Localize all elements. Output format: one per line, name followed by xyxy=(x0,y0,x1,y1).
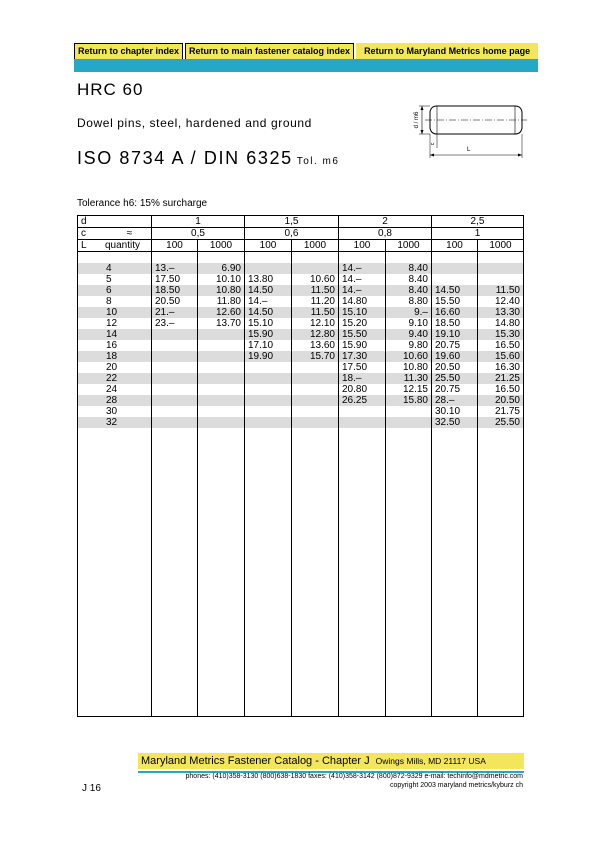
footer-copyright: copyright 2003 maryland metrics/kyburz ch xyxy=(389,782,523,789)
return-chapter-index-link[interactable]: Return to chapter index xyxy=(74,43,183,60)
filler-cell xyxy=(386,428,432,717)
price-cell xyxy=(152,362,198,373)
table-row xyxy=(78,351,524,362)
return-catalog-index-link[interactable]: Return to main fastener catalog index xyxy=(185,43,354,60)
qty-value: 100 xyxy=(432,240,478,252)
price-cell: 19.10 xyxy=(432,329,478,340)
price-cell: 10.10 xyxy=(198,274,245,285)
qty-value: 1000 xyxy=(386,240,432,252)
standard-title xyxy=(77,148,339,169)
price-cell: 17.10 xyxy=(245,340,292,351)
footer-bar xyxy=(138,753,524,769)
price-cell: 20.50 xyxy=(432,362,478,373)
c-value: 0,6 xyxy=(245,228,339,240)
price-cell xyxy=(152,384,198,395)
price-cell xyxy=(198,417,245,428)
price-cell: 9.– xyxy=(386,307,432,318)
price-cell: 12.15 xyxy=(386,384,432,395)
price-cell xyxy=(292,406,339,417)
price-cell xyxy=(198,329,245,340)
qty-value: 1000 xyxy=(478,240,524,252)
quantity-row xyxy=(78,240,524,252)
price-cell xyxy=(339,406,386,417)
price-cell xyxy=(245,384,292,395)
price-cell: 10.60 xyxy=(292,274,339,285)
quantity-label: quantity xyxy=(104,240,141,251)
price-cell: 21.– xyxy=(152,307,198,318)
price-cell: 15.50 xyxy=(432,296,478,307)
price-cell: 23.– xyxy=(152,318,198,329)
price-cell: 28.– xyxy=(432,395,478,406)
qty-value: 1000 xyxy=(292,240,339,252)
price-cell: 17.50 xyxy=(339,362,386,373)
footer-location: Owings Mills, MD 21117 USA xyxy=(375,756,486,766)
price-cell: 20.50 xyxy=(152,296,198,307)
price-cell: 12.60 xyxy=(198,307,245,318)
price-cell: 21.25 xyxy=(478,373,524,384)
tolerance-note: Tolerance h6: 15% surcharge xyxy=(77,198,208,209)
price-cell xyxy=(386,406,432,417)
qty-value: 1000 xyxy=(198,240,245,252)
table-row xyxy=(78,373,524,384)
price-cell: 19.60 xyxy=(432,351,478,362)
price-cell xyxy=(198,362,245,373)
price-cell xyxy=(152,340,198,351)
price-cell xyxy=(386,417,432,428)
qty-value: 100 xyxy=(152,240,198,252)
diameter-row xyxy=(78,216,524,228)
table-row xyxy=(78,263,524,274)
price-cell xyxy=(292,417,339,428)
table-row xyxy=(78,384,524,395)
filler-row xyxy=(78,428,524,717)
table-row xyxy=(78,274,524,285)
price-cell xyxy=(198,340,245,351)
table-row xyxy=(78,296,524,307)
price-cell xyxy=(292,362,339,373)
price-cell: 15.10 xyxy=(339,307,386,318)
length-cell: 10 xyxy=(78,307,152,318)
d-value: 2,5 xyxy=(432,216,524,228)
price-cell xyxy=(478,274,524,285)
price-cell: 14.50 xyxy=(245,307,292,318)
price-cell xyxy=(152,417,198,428)
table-row xyxy=(78,340,524,351)
price-cell: 15.90 xyxy=(245,329,292,340)
table-row xyxy=(78,395,524,406)
spacer-cell xyxy=(78,252,152,264)
length-cell: 14 xyxy=(78,329,152,340)
spacer-row xyxy=(78,252,524,264)
price-table xyxy=(77,215,524,717)
price-cell: 15.20 xyxy=(339,318,386,329)
price-cell: 15.30 xyxy=(478,329,524,340)
price-cell: 16.30 xyxy=(478,362,524,373)
filler-cell xyxy=(478,428,524,717)
length-cell: 5 xyxy=(78,274,152,285)
filler-cell xyxy=(152,428,198,717)
price-cell: 15.60 xyxy=(478,351,524,362)
price-cell: 20.50 xyxy=(478,395,524,406)
price-cell: 10.80 xyxy=(386,362,432,373)
filler-cell xyxy=(432,428,478,717)
l-label: L xyxy=(81,240,87,251)
price-cell: 14.80 xyxy=(339,296,386,307)
qty-value: 100 xyxy=(339,240,386,252)
price-cell: 11.50 xyxy=(292,307,339,318)
spacer-cell xyxy=(292,252,339,264)
price-cell: 20.75 xyxy=(432,384,478,395)
spacer-cell xyxy=(198,252,245,264)
c-value: 0,8 xyxy=(339,228,432,240)
price-cell: 8.40 xyxy=(386,285,432,296)
price-cell: 16.50 xyxy=(478,340,524,351)
price-cell: 21.75 xyxy=(478,406,524,417)
price-cell xyxy=(432,274,478,285)
price-cell: 12.10 xyxy=(292,318,339,329)
price-cell: 14.80 xyxy=(478,318,524,329)
price-cell xyxy=(198,384,245,395)
footer-catalog-title: Maryland Metrics Fastener Catalog - Chapter J xyxy=(141,755,370,767)
price-cell: 15.10 xyxy=(245,318,292,329)
l-label-cell xyxy=(78,240,152,252)
price-cell: 19.90 xyxy=(245,351,292,362)
price-cell xyxy=(292,395,339,406)
table-row xyxy=(78,329,524,340)
c-value: 1 xyxy=(432,228,524,240)
price-cell xyxy=(245,362,292,373)
price-cell: 14.– xyxy=(245,296,292,307)
price-cell: 8.40 xyxy=(386,263,432,274)
price-cell: 14.– xyxy=(339,285,386,296)
standard-number: ISO 8734 A / DIN 6325 xyxy=(77,148,293,168)
price-cell xyxy=(245,263,292,274)
price-cell: 32.50 xyxy=(432,417,478,428)
price-cell xyxy=(152,373,198,384)
price-cell: 11.50 xyxy=(292,285,339,296)
price-cell: 8.40 xyxy=(386,274,432,285)
price-cell: 15.90 xyxy=(339,340,386,351)
price-cell: 18.50 xyxy=(152,285,198,296)
spacer-cell xyxy=(245,252,292,264)
length-cell: 30 xyxy=(78,406,152,417)
price-cell: 16.50 xyxy=(478,384,524,395)
price-cell: 18.– xyxy=(339,373,386,384)
price-cell: 17.50 xyxy=(152,274,198,285)
dim-l-label: L xyxy=(467,147,471,153)
price-cell xyxy=(198,373,245,384)
price-cell: 13.70 xyxy=(198,318,245,329)
price-cell: 14.50 xyxy=(432,285,478,296)
d-label: d xyxy=(78,216,152,228)
price-cell xyxy=(198,395,245,406)
price-cell: 15.70 xyxy=(292,351,339,362)
filler-cell xyxy=(78,428,152,717)
price-cell: 8.80 xyxy=(386,296,432,307)
price-cell: 20.80 xyxy=(339,384,386,395)
approx-symbol: ≈ xyxy=(126,228,133,239)
filler-cell xyxy=(245,428,292,717)
price-cell: 25.50 xyxy=(432,373,478,384)
c-label: c xyxy=(81,228,86,239)
price-cell xyxy=(292,384,339,395)
product-subtitle: Dowel pins, steel, hardened and ground xyxy=(77,116,312,130)
length-cell: 12 xyxy=(78,318,152,329)
price-cell: 12.40 xyxy=(478,296,524,307)
price-cell: 11.80 xyxy=(198,296,245,307)
price-cell: 9.40 xyxy=(386,329,432,340)
price-cell xyxy=(152,351,198,362)
price-cell: 11.20 xyxy=(292,296,339,307)
dowel-pin-drawing-icon xyxy=(405,100,535,162)
price-cell: 26.25 xyxy=(339,395,386,406)
price-cell: 17.30 xyxy=(339,351,386,362)
nav-bar xyxy=(74,43,538,60)
table-row xyxy=(78,307,524,318)
price-cell xyxy=(152,406,198,417)
spacer-cell xyxy=(152,252,198,264)
price-cell: 9.10 xyxy=(386,318,432,329)
table-row xyxy=(78,318,524,329)
table-row xyxy=(78,406,524,417)
price-cell xyxy=(339,417,386,428)
length-cell: 28 xyxy=(78,395,152,406)
page-number: J 16 xyxy=(82,783,101,794)
price-cell: 16.60 xyxy=(432,307,478,318)
spacer-cell xyxy=(432,252,478,264)
price-cell: 13.60 xyxy=(292,340,339,351)
price-cell: 18.50 xyxy=(432,318,478,329)
price-cell xyxy=(245,395,292,406)
length-cell: 32 xyxy=(78,417,152,428)
price-cell xyxy=(198,406,245,417)
price-cell: 9.80 xyxy=(386,340,432,351)
price-cell: 13.80 xyxy=(245,274,292,285)
spacer-cell xyxy=(386,252,432,264)
price-cell: 10.80 xyxy=(198,285,245,296)
d-value: 1,5 xyxy=(245,216,339,228)
price-cell xyxy=(245,417,292,428)
table-row xyxy=(78,285,524,296)
price-cell: 20.75 xyxy=(432,340,478,351)
price-cell: 12.80 xyxy=(292,329,339,340)
price-cell: 10.60 xyxy=(386,351,432,362)
length-cell: 20 xyxy=(78,362,152,373)
d-value: 2 xyxy=(339,216,432,228)
dim-d-label: d / m6 xyxy=(414,111,420,129)
price-cell: 11.30 xyxy=(386,373,432,384)
d-value: 1 xyxy=(152,216,245,228)
chamfer-row xyxy=(78,228,524,240)
price-cell: 13.– xyxy=(152,263,198,274)
length-cell: 24 xyxy=(78,384,152,395)
price-cell: 11.50 xyxy=(478,285,524,296)
price-cell xyxy=(245,373,292,384)
price-cell xyxy=(198,351,245,362)
filler-cell xyxy=(292,428,339,717)
dim-c-label: c xyxy=(430,142,436,146)
length-cell: 6 xyxy=(78,285,152,296)
c-label-cell xyxy=(78,228,152,240)
table-row xyxy=(78,362,524,373)
length-cell: 22 xyxy=(78,373,152,384)
price-cell: 14.– xyxy=(339,274,386,285)
price-cell: 15.80 xyxy=(386,395,432,406)
price-cell xyxy=(292,263,339,274)
price-cell: 13.30 xyxy=(478,307,524,318)
c-value: 0,5 xyxy=(152,228,245,240)
price-cell xyxy=(432,263,478,274)
price-cell: 6.90 xyxy=(198,263,245,274)
tolerance-class: Tol. m6 xyxy=(296,156,340,167)
return-home-link[interactable]: Return to Maryland Metrics home page xyxy=(356,43,538,60)
hardness-title: HRC 60 xyxy=(77,80,144,99)
price-cell xyxy=(152,329,198,340)
price-cell xyxy=(245,406,292,417)
footer-contact xyxy=(186,772,523,790)
price-cell: 14.– xyxy=(339,263,386,274)
filler-cell xyxy=(198,428,245,717)
price-cell: 14.50 xyxy=(245,285,292,296)
price-cell: 30.10 xyxy=(432,406,478,417)
header-divider xyxy=(74,59,538,72)
table-row xyxy=(78,417,524,428)
price-cell xyxy=(292,373,339,384)
footer-phones: phones: (410)358-3130 (800)638-1830 faxes: (410)358-3142 (800)872-9329 e-mail: techinfo@mdmetric.com xyxy=(185,773,523,780)
spacer-cell xyxy=(339,252,386,264)
price-cell xyxy=(478,263,524,274)
length-cell: 8 xyxy=(78,296,152,307)
filler-cell xyxy=(339,428,386,717)
price-cell xyxy=(152,395,198,406)
spacer-cell xyxy=(478,252,524,264)
length-cell: 18 xyxy=(78,351,152,362)
length-cell: 4 xyxy=(78,263,152,274)
price-cell: 25.50 xyxy=(478,417,524,428)
length-cell: 16 xyxy=(78,340,152,351)
qty-value: 100 xyxy=(245,240,292,252)
price-cell: 15.50 xyxy=(339,329,386,340)
